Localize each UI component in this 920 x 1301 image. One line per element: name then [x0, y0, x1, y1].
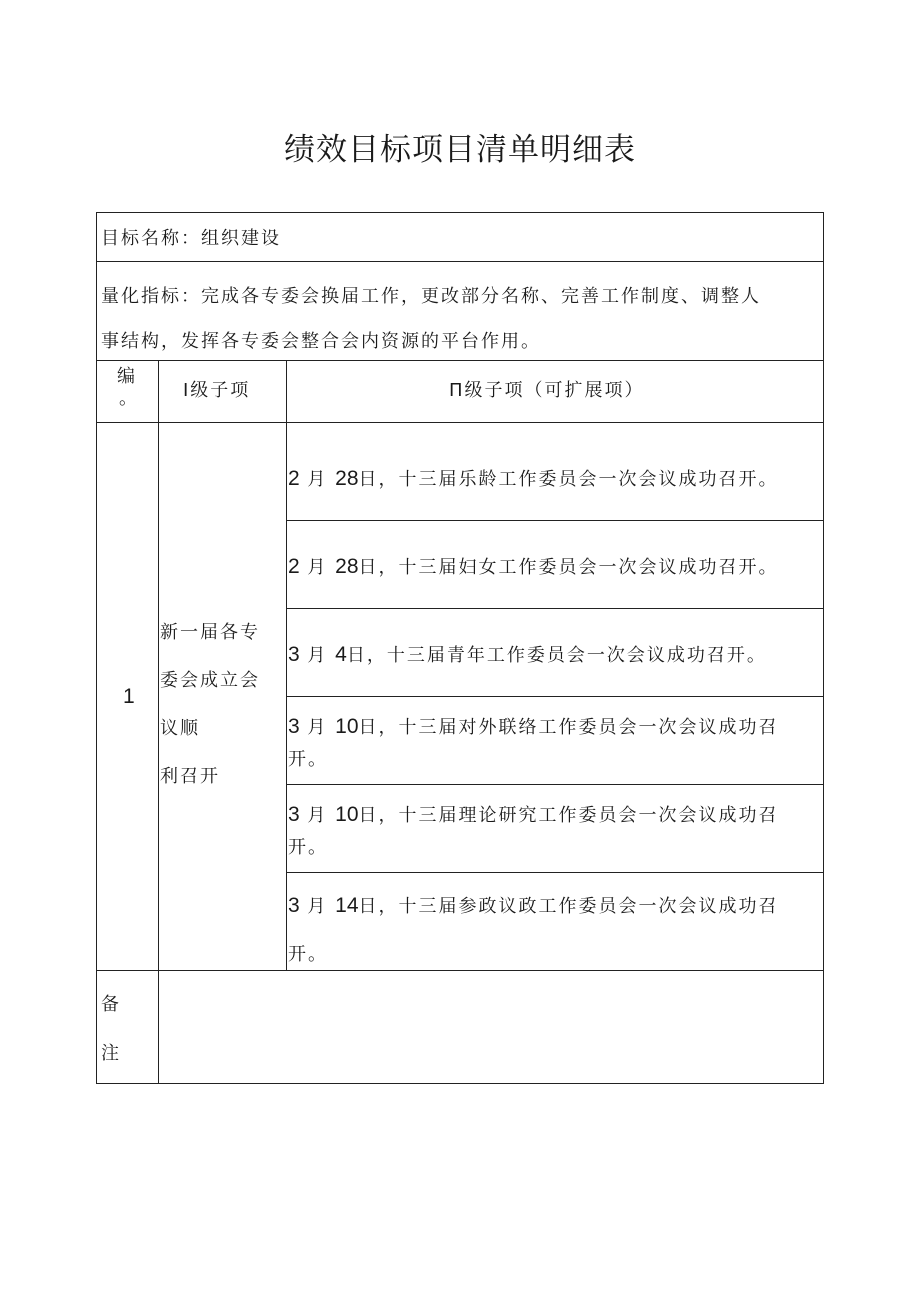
document-title: 绩效目标项目清单明细表 — [284, 132, 636, 168]
row-number: 1 — [123, 685, 135, 708]
header-level1: Ⅰ级子项 — [183, 380, 251, 401]
target-list-table — [96, 212, 824, 1084]
item-month-number: 3 — [288, 643, 300, 666]
remarks-label-line-2: 注 — [101, 1043, 121, 1064]
item-day-number: 28 — [335, 467, 359, 490]
level2-item-1 — [288, 467, 779, 492]
row-divider — [97, 360, 823, 361]
item-day-number: 14 — [335, 894, 359, 917]
quant-indicator-line-1: 量化指标：完成各专委会换届工作，更改部分名称、完善工作制度、调整人 — [101, 286, 761, 307]
level1-line-4: 利召开 — [160, 766, 220, 787]
column-divider — [286, 360, 287, 970]
item-month-number: 3 — [288, 803, 300, 826]
item-month-number: 2 — [288, 467, 300, 490]
level2-item-3 — [288, 643, 767, 668]
item-month-unit: 月 — [307, 645, 328, 666]
item-text: 日，十三届理论研究工作委员会一次会议成功召 — [358, 805, 779, 826]
item-month-number: 3 — [288, 715, 300, 738]
remarks-content — [159, 971, 823, 1083]
item-day-number: 28 — [335, 555, 359, 578]
level2-item-6-continuation: 开。 — [288, 944, 328, 965]
item-day-number: 4 — [335, 643, 347, 666]
row-divider — [97, 261, 823, 262]
level2-item-5-continuation: 开。 — [288, 837, 328, 858]
item-divider — [287, 520, 823, 521]
level2-item-4-continuation: 开。 — [288, 749, 328, 770]
target-name: 目标名称：组织建设 — [101, 228, 281, 249]
item-month-unit: 月 — [307, 469, 328, 490]
quant-indicator-line-2: 事结构，发挥各专委会整合会内资源的平台作用。 — [101, 331, 541, 352]
item-divider — [287, 872, 823, 873]
header-number-line-2: 。 — [119, 388, 139, 409]
item-month-unit: 月 — [307, 896, 328, 917]
item-text: 日，十三届参政议政工作委员会一次会议成功召 — [358, 896, 779, 917]
level1-line-1: 新一届各专 — [160, 622, 260, 643]
item-text: 日，十三届青年工作委员会一次会议成功召开。 — [346, 645, 767, 666]
item-month-number: 3 — [288, 894, 300, 917]
item-text: 日，十三届对外联络工作委员会一次会议成功召 — [358, 717, 779, 738]
item-divider — [287, 784, 823, 785]
item-month-number: 2 — [288, 555, 300, 578]
header-level2: Π级子项（可扩展项） — [449, 380, 645, 401]
level1-line-3: 议顺 — [160, 718, 200, 739]
remarks-label-line-1: 备 — [101, 994, 121, 1015]
row-divider — [97, 422, 823, 423]
item-divider — [287, 696, 823, 697]
item-month-unit: 月 — [307, 557, 328, 578]
level1-line-2: 委会成立会 — [160, 670, 260, 691]
level2-item-5 — [288, 803, 779, 828]
item-day-number: 10 — [335, 715, 359, 738]
level2-item-4 — [288, 715, 779, 740]
item-text: 日，十三届乐龄工作委员会一次会议成功召开。 — [358, 469, 779, 490]
header-number-line-1: 编 — [117, 366, 137, 387]
item-month-unit: 月 — [307, 717, 328, 738]
item-text: 日，十三届妇女工作委员会一次会议成功召开。 — [358, 557, 779, 578]
item-divider — [287, 608, 823, 609]
level2-item-2 — [288, 555, 779, 580]
item-month-unit: 月 — [307, 805, 328, 826]
level2-item-6 — [288, 894, 779, 919]
item-day-number: 10 — [335, 803, 359, 826]
